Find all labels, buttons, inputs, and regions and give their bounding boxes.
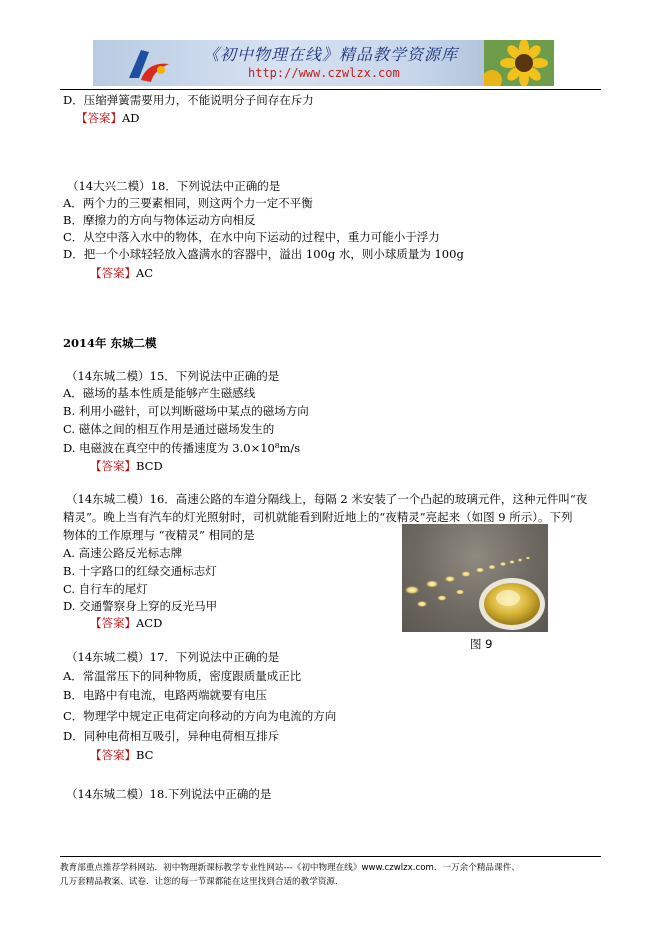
prev-answer <box>76 111 140 126</box>
q16-option-d: D. 交通警察身上穿的反光马甲 <box>63 599 218 613</box>
q15-stem: （14东城二模）15．下列说法中正确的是 <box>66 369 280 383</box>
answer-label: 【答案】 <box>90 459 136 473</box>
answer-label: 【答案】 <box>90 266 136 280</box>
section-title: 2014年 东城二模 <box>63 336 157 350</box>
q15-answer <box>90 459 163 474</box>
q17-answer <box>90 748 153 763</box>
q16-stem-line-2: 精灵”。晚上当有汽车的灯光照射时，司机就能看到附近地上的“夜精灵”亮起来（如图 9 所示）。下列 <box>63 510 573 524</box>
footer-rule <box>60 856 601 857</box>
q17-option-b: B．电路中有电流，电路两端就要有电压 <box>63 688 267 702</box>
answer-value: BC <box>136 748 154 762</box>
daxing-q18-option-d: D．把一个小球轻轻放入盛满水的容器中，溢出 100g 水，则小球质量为 100g <box>63 247 464 261</box>
banner-url: http://www.czwlzx.com <box>248 66 400 80</box>
answer-value: AD <box>122 111 140 125</box>
answer-label: 【答案】 <box>90 748 136 762</box>
daxing-q18-option-c: C．从空中落入水中的物体，在水中向下运动的过程中，重力可能小于浮力 <box>63 230 440 244</box>
q16-stem-line-1: （14东城二模）16．高速公路的车道分隔线上，每隔 2 米安装了一个凸起的玻璃元件，这种元件叫“夜 <box>66 492 588 506</box>
header-rule <box>60 89 601 90</box>
dongcheng-q18-stem: （14东城二模）18.下列说法中正确的是 <box>66 787 272 801</box>
daxing-q18-answer <box>90 266 153 281</box>
q15-option-d: D. 电磁波在真空中的传播速度为 3.0×10⁸m/s <box>63 441 301 455</box>
q17-option-a: A．常温常压下的同种物质，密度跟质量成正比 <box>63 669 302 683</box>
header-banner <box>93 40 554 86</box>
daxing-q18-stem: （14大兴二模）18．下列说法中正确的是 <box>67 179 281 193</box>
q15-option-a: A．磁场的基本性质是能够产生磁感线 <box>63 386 256 400</box>
answer-label: 【答案】 <box>76 111 122 125</box>
answer-value: AC <box>136 266 154 280</box>
road-reflector-photo <box>402 524 548 632</box>
daxing-q18-option-b: B．摩擦力的方向与物体运动方向相反 <box>63 213 256 227</box>
q15-option-c: C. 磁体之间的相互作用是通过磁场发生的 <box>63 422 275 436</box>
q15-option-b: B. 利用小磁针，可以判断磁场中某点的磁场方向 <box>63 404 309 418</box>
q17-option-c: C．物理学中规定正电荷定向移动的方向为电流的方向 <box>63 709 337 723</box>
q16-stem-line-3: 物体的工作原理与 “夜精灵” 相同的是 <box>63 528 255 542</box>
answer-value: BCD <box>136 459 163 473</box>
answer-label: 【答案】 <box>90 616 136 630</box>
q17-option-d: D．同种电荷相互吸引，异种电荷相互排斥 <box>63 729 280 743</box>
banner-title: 《初中物理在线》精品教学资源库 <box>203 45 459 64</box>
answer-value: ACD <box>136 616 163 630</box>
prev-option-d: D．压缩弹簧需要用力，不能说明分子间存在斥力 <box>63 93 314 107</box>
q16-answer <box>90 616 162 631</box>
road-reflector-illustration <box>402 524 548 632</box>
footer-line-2: 几万套精品教案、试卷．让您的每一节课都能在这里找到合适的教学资源． <box>60 877 344 887</box>
q16-option-c: C. 自行车的尾灯 <box>63 582 148 596</box>
sunflower-image <box>484 40 554 86</box>
q16-option-b: B. 十字路口的红绿交通标志灯 <box>63 564 217 578</box>
site-logo <box>115 40 185 86</box>
daxing-q18-option-a: A．两个力的三要素相同，则这两个力一定不平衡 <box>63 196 313 210</box>
q17-stem: （14东城二模）17．下列说法中正确的是 <box>66 650 280 664</box>
figure-caption: 图 9 <box>470 637 493 651</box>
footer-line-1: 教育部重点推荐学科网站．初中物理新课标教学专业性网站---《初中物理在线》www.czwlzx.com．一万余个精品课件、 <box>60 863 520 873</box>
q16-option-a: A. 高速公路反光标志牌 <box>63 546 183 560</box>
